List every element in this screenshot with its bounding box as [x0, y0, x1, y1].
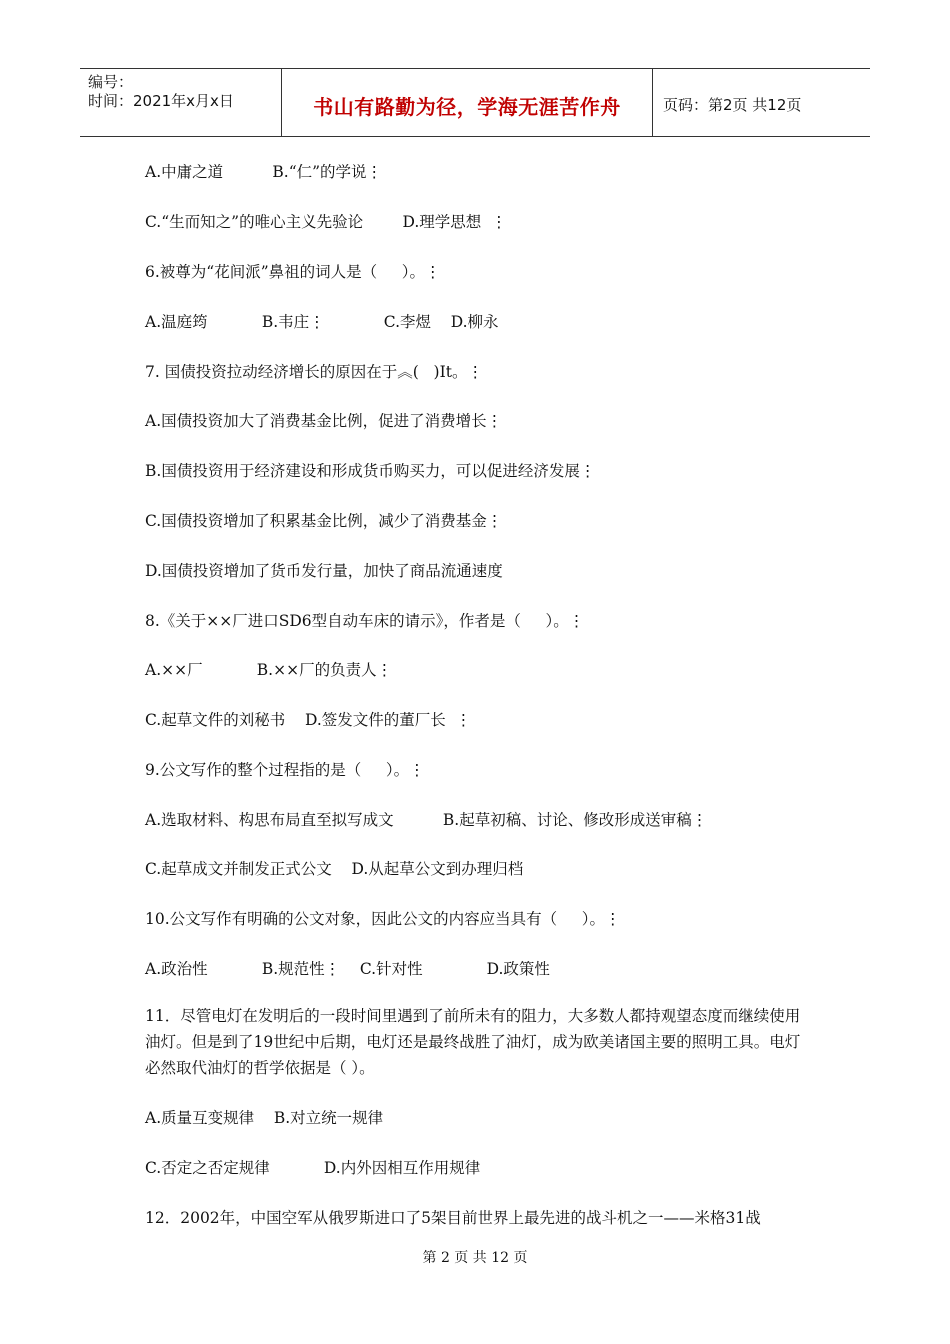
text-line: C.起草文件的刘秘书 D.签发文件的董厂长 ⋮	[145, 711, 472, 729]
question-9: 9.公文写作的整个过程指的是（ ）。⋮	[145, 761, 425, 779]
question-7: 7. 国债投资拉动经济增长的原因在于︽( )Ⅰt。⋮	[145, 363, 483, 381]
text-line: C.否定之否定规律 D.内外因相互作用规律	[145, 1159, 481, 1177]
text-line: B.国债投资用于经济建设和形成货币购买力，可以促进经济发展⋮	[145, 462, 596, 480]
text-line: A.××厂 B.××厂的负责人⋮	[145, 661, 393, 679]
header-motto-cell	[282, 69, 653, 136]
text-line: C.国债投资增加了积累基金比例，减少了消费基金⋮	[145, 512, 503, 530]
text-line: A.中庸之道 B.“仁”的学说⋮	[145, 163, 383, 181]
text-line: A.温庭筠 B.韦庄⋮ C.李煜 D.柳永	[145, 313, 499, 331]
text-line: D.国债投资增加了货币发行量，加快了商品流通速度	[145, 562, 503, 580]
question-8: 8.《关于××厂进口SD6型自动车床的请示》，作者是（ ）。⋮	[145, 612, 585, 630]
page-header	[80, 68, 870, 137]
text-line: A.选取材料、构思布局直至拟写成文 B.起草初稿、讨论、修改形成送审稿⋮	[145, 811, 708, 829]
question-11: 11．尽管电灯在发明后的一段时间里遇到了前所未有的阻力，大多数人都持观望态度而继续使用油灯。但是到了19世纪中后期，电灯还是最终战胜了油灯，成为欧美诸国主要的照明工具。电灯必然取代油灯的哲学依据是（ ）。	[145, 1007, 801, 1077]
question-10: 10.公文写作有明确的公文对象，因此公文的内容应当具有（ ）。⋮	[145, 910, 621, 928]
header-page-cell	[653, 69, 870, 136]
text-line: C.起草成文并制发正式公文 D.从起草公文到办理归档	[145, 860, 524, 878]
header-meta-cell	[80, 69, 282, 136]
time-label: 时间：2021年x月x日	[88, 92, 234, 110]
page-info: 页码：第2页 共12页	[663, 96, 802, 114]
text-line: A.政治性 B.规范性⋮ C.针对性 D.政策性	[145, 960, 550, 978]
motto-text: 书山有路勤为径，学海无涯苦作舟	[313, 95, 621, 119]
question-6: 6.被尊为“花间派”鼻祖的词人是（ ）。⋮	[145, 263, 441, 281]
text-line: C.“生而知之”的唯心主义先验论 D.理学思想 ⋮	[145, 213, 507, 231]
serial-label: 编号：	[88, 73, 134, 91]
question-12: 12．2002年，中国空军从俄罗斯进口了5架目前世界上最先进的战斗机之一——米格31战	[145, 1209, 761, 1227]
text-line: A.国债投资加大了消费基金比例，促进了消费增长⋮	[145, 412, 503, 430]
text-line: A.质量互变规律 B.对立统一规律	[145, 1109, 384, 1127]
page-footer: 第 2 页 共 12 页	[422, 1250, 528, 1266]
